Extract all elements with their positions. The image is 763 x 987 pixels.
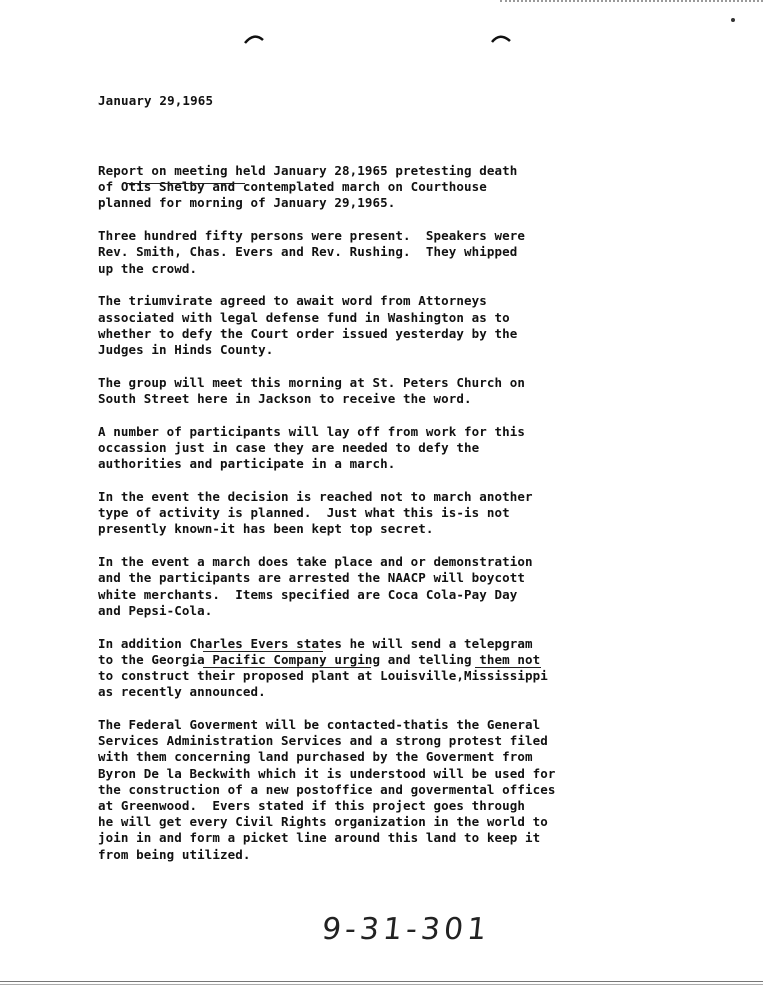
paragraph-meeting-report: Report on meeting held January 28,1965 pretesting death of Otis Shelby and contemplated march on Courthouse planned for morning of January 29,1965. — [98, 163, 518, 211]
bottom-edge-line — [0, 981, 763, 982]
memo-date: January 29,1965 — [98, 93, 214, 108]
memo-body — [98, 163, 658, 879]
handwritten-file-number: 9-31-301 — [320, 912, 493, 947]
paragraph-alternate-activity: In the event the decision is reached not to march another type of activity is planned. Just what this is-is not presently known-it has been kept top secret. — [98, 489, 533, 537]
paragraph-federal-government: The Federal Goverment will be contacted-thatis the General Services Administration Services and a strong protest filed with them concerning land purchased by the Goverment from Byron De la Beckwith which it is understood will be used for the construction of a new postoffice and govermental offices at Greenwood. Evers stated if this project goes through he will get every Civil Rights organization in the world to join in and form a picket line around this land to keep it from being utilized. — [98, 717, 556, 862]
underline-charles-evers — [203, 651, 323, 652]
paragraph-telegram: In addition Charles Evers states he will send a telepgram to the Georgia Pacific Company urging and telling them not to construct their proposed plant at Louisville,Mississippi as recently announced. — [98, 635, 548, 700]
paragraph-church-meeting: The group will meet this morning at St. Peters Church on South Street here in Jackson to receive the word. — [98, 374, 526, 407]
bottom-edge-line-2 — [0, 984, 763, 985]
underline-georgia-pacific — [203, 667, 371, 668]
paragraph-participants: A number of participants will lay off from work for this occassion just in case they are needed to defy the authorities and participate in a march. — [98, 423, 526, 472]
underline-otis-shelby — [125, 183, 245, 184]
paragraph-boycott: In the event a march does take place and or demonstration and the participants are arrested the NAACP will boycott white merchants. Items specified are Coca Cola-Pay Day and Pepsi-Cola. — [98, 554, 533, 618]
staple-mark-left — [244, 34, 264, 44]
paragraph-triumvirate: The triumvirate agreed to await word from Attorneys associated with legal defense fund in Washington as to whether to defy the Court order issued yesterday by the Judges in Hinds County. — [98, 293, 518, 358]
top-edge-dotted-line — [500, 0, 763, 6]
corner-speck — [731, 18, 735, 22]
staple-mark-right — [491, 34, 511, 44]
paragraph-attendance: Three hundred fifty persons were present. Speakers were Rev. Smith, Chas. Evers and Rev. Rushing. They whipped up the crowd. — [98, 228, 526, 276]
underline-telling — [475, 667, 541, 668]
